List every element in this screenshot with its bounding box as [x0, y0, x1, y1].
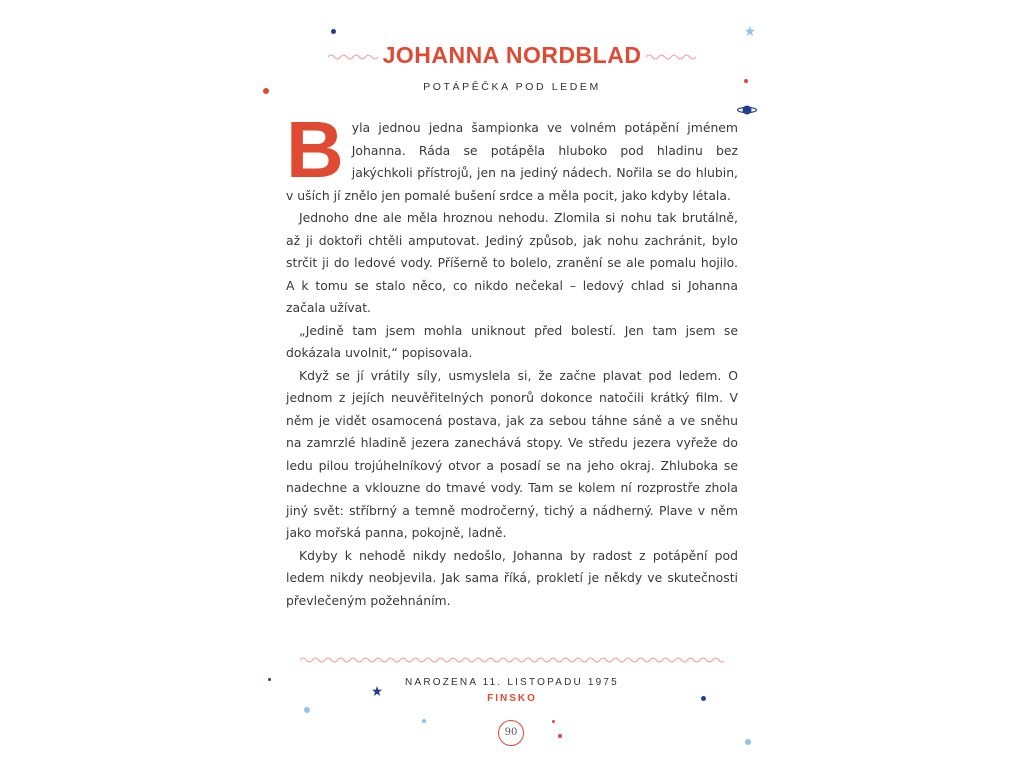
planet-icon — [737, 103, 757, 117]
decor-dot-navy — [701, 696, 706, 701]
story-paragraph: Když se jí vrátily síly, usmyslela si, že začne plavat pod ledem. O jednom z jejích neuvěřitelných ponorů dokonce natočili krátký film. V něm je vidět osamocená postava, jak za sebou táhne sáně a ve sněhu na zamrzlé hladině jezera zanechává stopy. Ve středu jezera vyřeže do ledu pilou trojúhelníkový otvor a posadí se na jeho okraj. Zhluboka se nadechne a vklouzne do tmavé vody. Tam se kolem ní rozprostře zhola jiný svět: stříbrný a temně modročerný, tichý a nádherný. Plave v něm jako mořská panna, pokojně, ladně. — [286, 367, 738, 540]
decor-dot-red — [552, 720, 555, 723]
story-paragraph: Jednoho dne ale měla hroznou nehodu. Zlomila si nohu tak brutálně, až ji doktoři chtěli amputovat. Jediný způsob, jak nohu zachránit, bylo strčit ji do ledové vody. Příšerně to bolelo, zranění se ale pomalu hojilo. A k tomu se stalo něco, co nikdo nečekal – ledový chlad si Johanna začala užívat. — [286, 210, 738, 315]
page-title: JOHANNA NORDBLAD — [382, 42, 642, 68]
country-label: FINSKO — [487, 693, 537, 704]
paragraph-text: yla jednou jedna šampionka ve volném potápění jménem Johanna. Ráda se potápěla hluboko pod hladinu bez jakýchkoli přístrojů, jen na jediný nádech. Nořila se do hlubin, v uších jí znělo jen pomalé bušení srdce a měla pocit, jako kdyby létala. — [286, 120, 738, 203]
page-number: 90 — [498, 720, 524, 746]
decor-dot-red — [558, 734, 562, 738]
drop-cap: B — [286, 105, 344, 194]
star-icon — [745, 26, 755, 36]
decor-dot-navy — [268, 678, 271, 681]
wave-divider-footer — [300, 656, 724, 664]
birth-date: NAROZENA 11. LISTOPADU 1975 — [405, 677, 619, 688]
story-paragraph: Kdyby k nehodě nikdy nedošlo, Johanna by radost z potápění pod ledem nikdy neobjevila. Jak sama říká, prokletí je někdy ve skutečnosti převlečeným požehnáním. — [286, 547, 738, 608]
decor-dot-blue — [422, 719, 426, 723]
story-paragraph — [286, 105, 738, 207]
decor-dot-navy — [331, 29, 336, 34]
decor-dot-red — [744, 79, 748, 83]
page-subtitle: POTÁPĚČKA POD LEDEM — [423, 81, 601, 93]
story-paragraph: „Jedině tam jsem mohla uniknout před bolestí. Jen tam jsem se dokázala uvolnit,“ popisovala. — [286, 322, 738, 360]
decor-dot-red — [263, 88, 269, 94]
star-icon — [372, 686, 382, 696]
decor-dot-blue — [745, 739, 751, 745]
story-text — [286, 105, 738, 612]
decor-dot-blue — [304, 707, 310, 713]
